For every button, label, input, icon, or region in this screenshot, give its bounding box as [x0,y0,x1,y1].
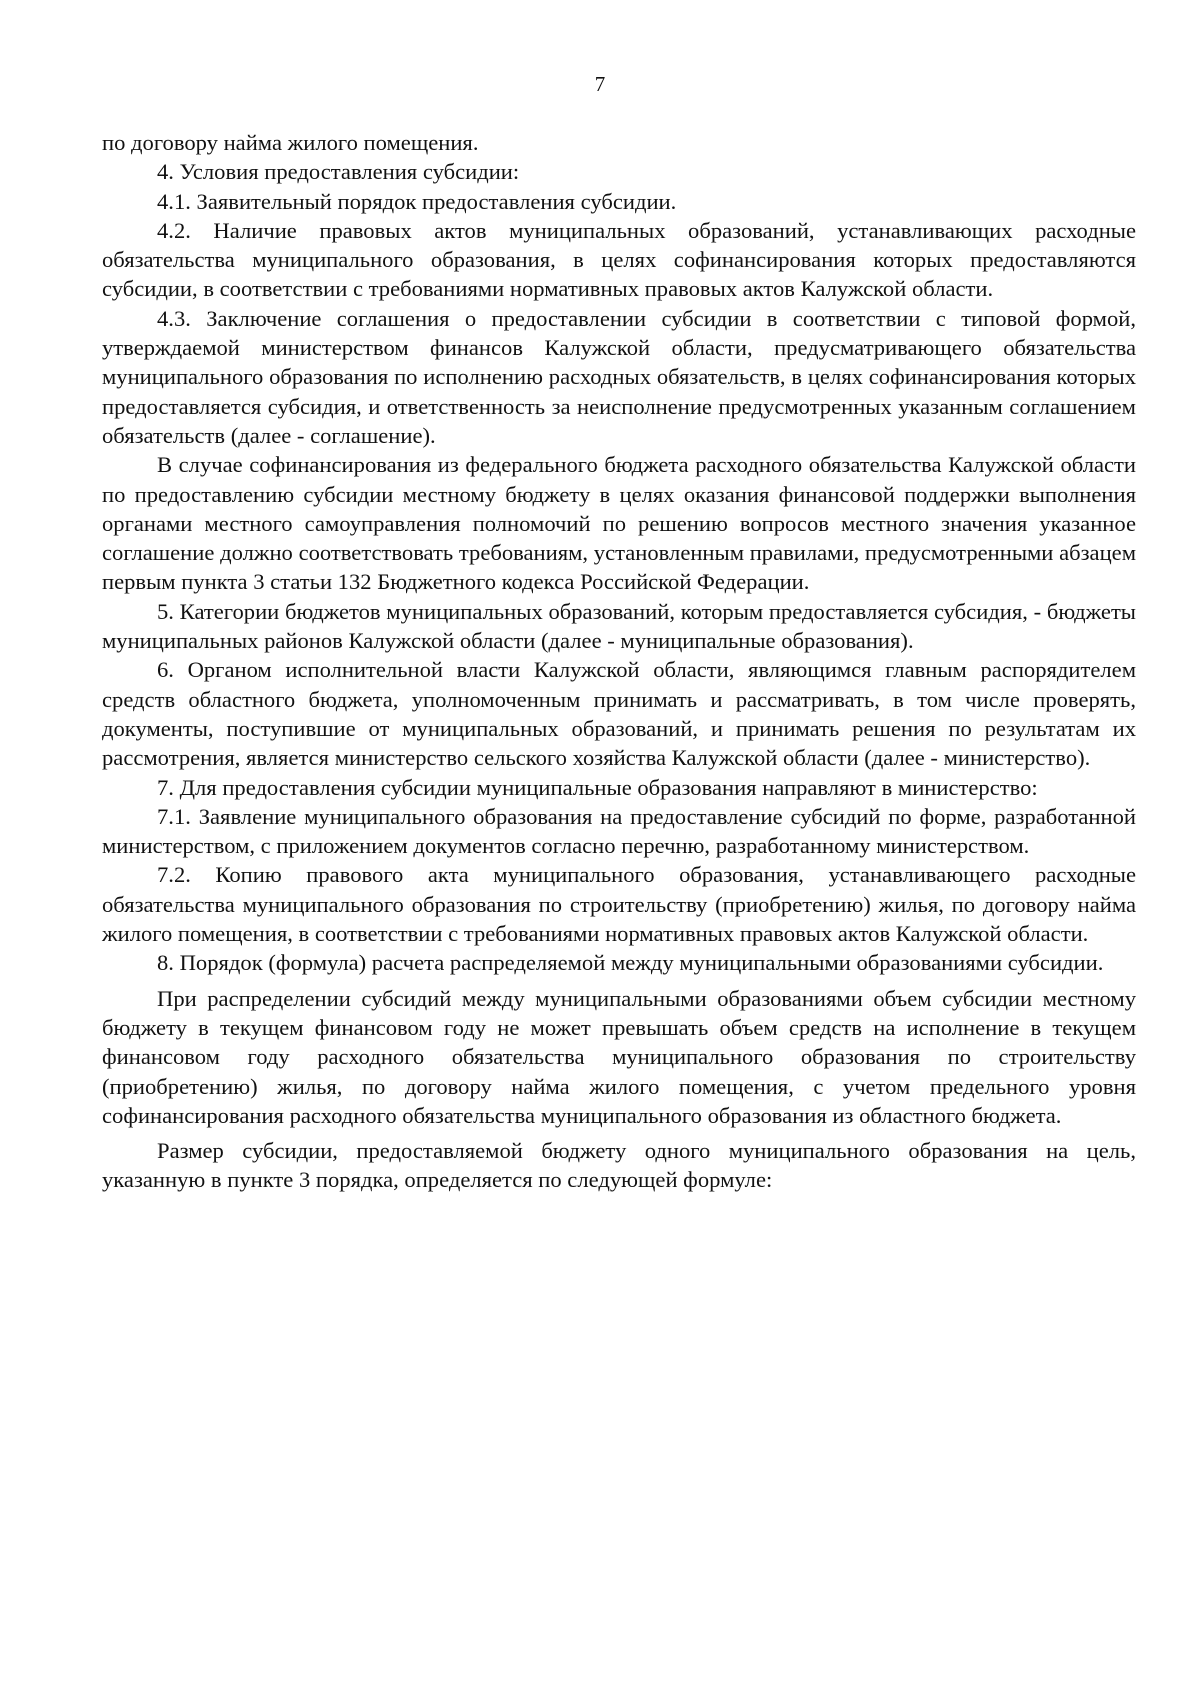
paragraph-distribution: При распределении субсидий между муниципальными образованиями объем субсидии местному бюджету в текущем финансовом году не может превышать объем средств на исполнение в текущем финансовом году расходного обязательства муниципального образования по строительству (приобретению) жилья, по договору найма жилого помещения, с учетом предельного уровня софинансирования расходного обязательства муниципального образования из областного бюджета. [102,985,1136,1128]
paragraph-4-2: 4.2. Наличие правовых актов муниципальных образований, устанавливающих расходные обязательства муниципального образования, в целях софинансирования которых предоставляются субсидии, в соответствии с требованиями нормативных правовых актов Калужской области. [102,217,1136,302]
paragraph-4-1: 4.1. Заявительный порядок предоставления субсидии. [157,188,677,214]
paragraph-4-3: 4.3. Заключение соглашения о предоставлении субсидии в соответствии с типовой формой, утверждаемой министерством финансов Калужской области, предусматривающего обязательства муниципального образования по исполнению расходных обязательств, в целях софинансирования которых предоставляется субсидия, и ответственность за неисполнение предусмотренных указанным соглашением обязательств (далее - соглашение). [102,305,1136,448]
paragraph-cofinancing: В случае софинансирования из федерального бюджета расходного обязательства Калужской области по предоставлению субсидии местному бюджету в целях оказания финансовой поддержки выполнения органами местного самоуправления полномочий по решению вопросов местного значения указанное соглашение должно соответствовать требованиям, установленным правилами, предусмотренными абзацем первым пункта 3 статьи 132 Бюджетного кодекса Российской Федерации. [102,452,1136,595]
paragraph-5: 5. Категории бюджетов муниципальных образований, которым предоставляется субсидия, - бюджеты муниципальных районов Калужской области (далее - муниципальные образования). [102,598,1136,654]
document-body [102,128,1136,1195]
paragraph-4: 4. Условия предоставления субсидии: [157,159,520,185]
page-number: 7 [594,72,606,96]
paragraph-continuation: по договору найма жилого помещения. [102,130,479,155]
paragraph-7: 7. Для предоставления субсидии муниципальные образования направляют в министерство: [157,774,1038,800]
paragraph-6: 6. Органом исполнительной власти Калужской области, являющимся главным распорядителем средств областного бюджета, уполномоченным принимать и рассматривать, в том числе проверять, документы, поступившие от муниципальных образований, и принимать решения по результатам их рассмотрения, является министерство сельского хозяйства Калужской области (далее - министерство). [102,657,1136,771]
paragraph-formula-intro: Размер субсидии, предоставляемой бюджету одного муниципального образования на цель, указанную в пункте 3 порядка, определяется по следующей формуле: [102,1138,1136,1193]
paragraph-8: 8. Порядок (формула) расчета распределяемой между муниципальными образованиями субсидии. [157,950,1104,976]
paragraph-7-1: 7.1. Заявление муниципального образования на предоставление субсидий по форме, разработанной министерством, с приложением документов согласно перечню, разработанному министерством. [102,803,1136,859]
paragraph-7-2: 7.2. Копию правового акта муниципального образования, устанавливающего расходные обязательства муниципального образования по строительству (приобретению) жилья, по договору найма жилого помещения, в соответствии с требованиями нормативных правовых актов Калужской области. [102,862,1136,947]
